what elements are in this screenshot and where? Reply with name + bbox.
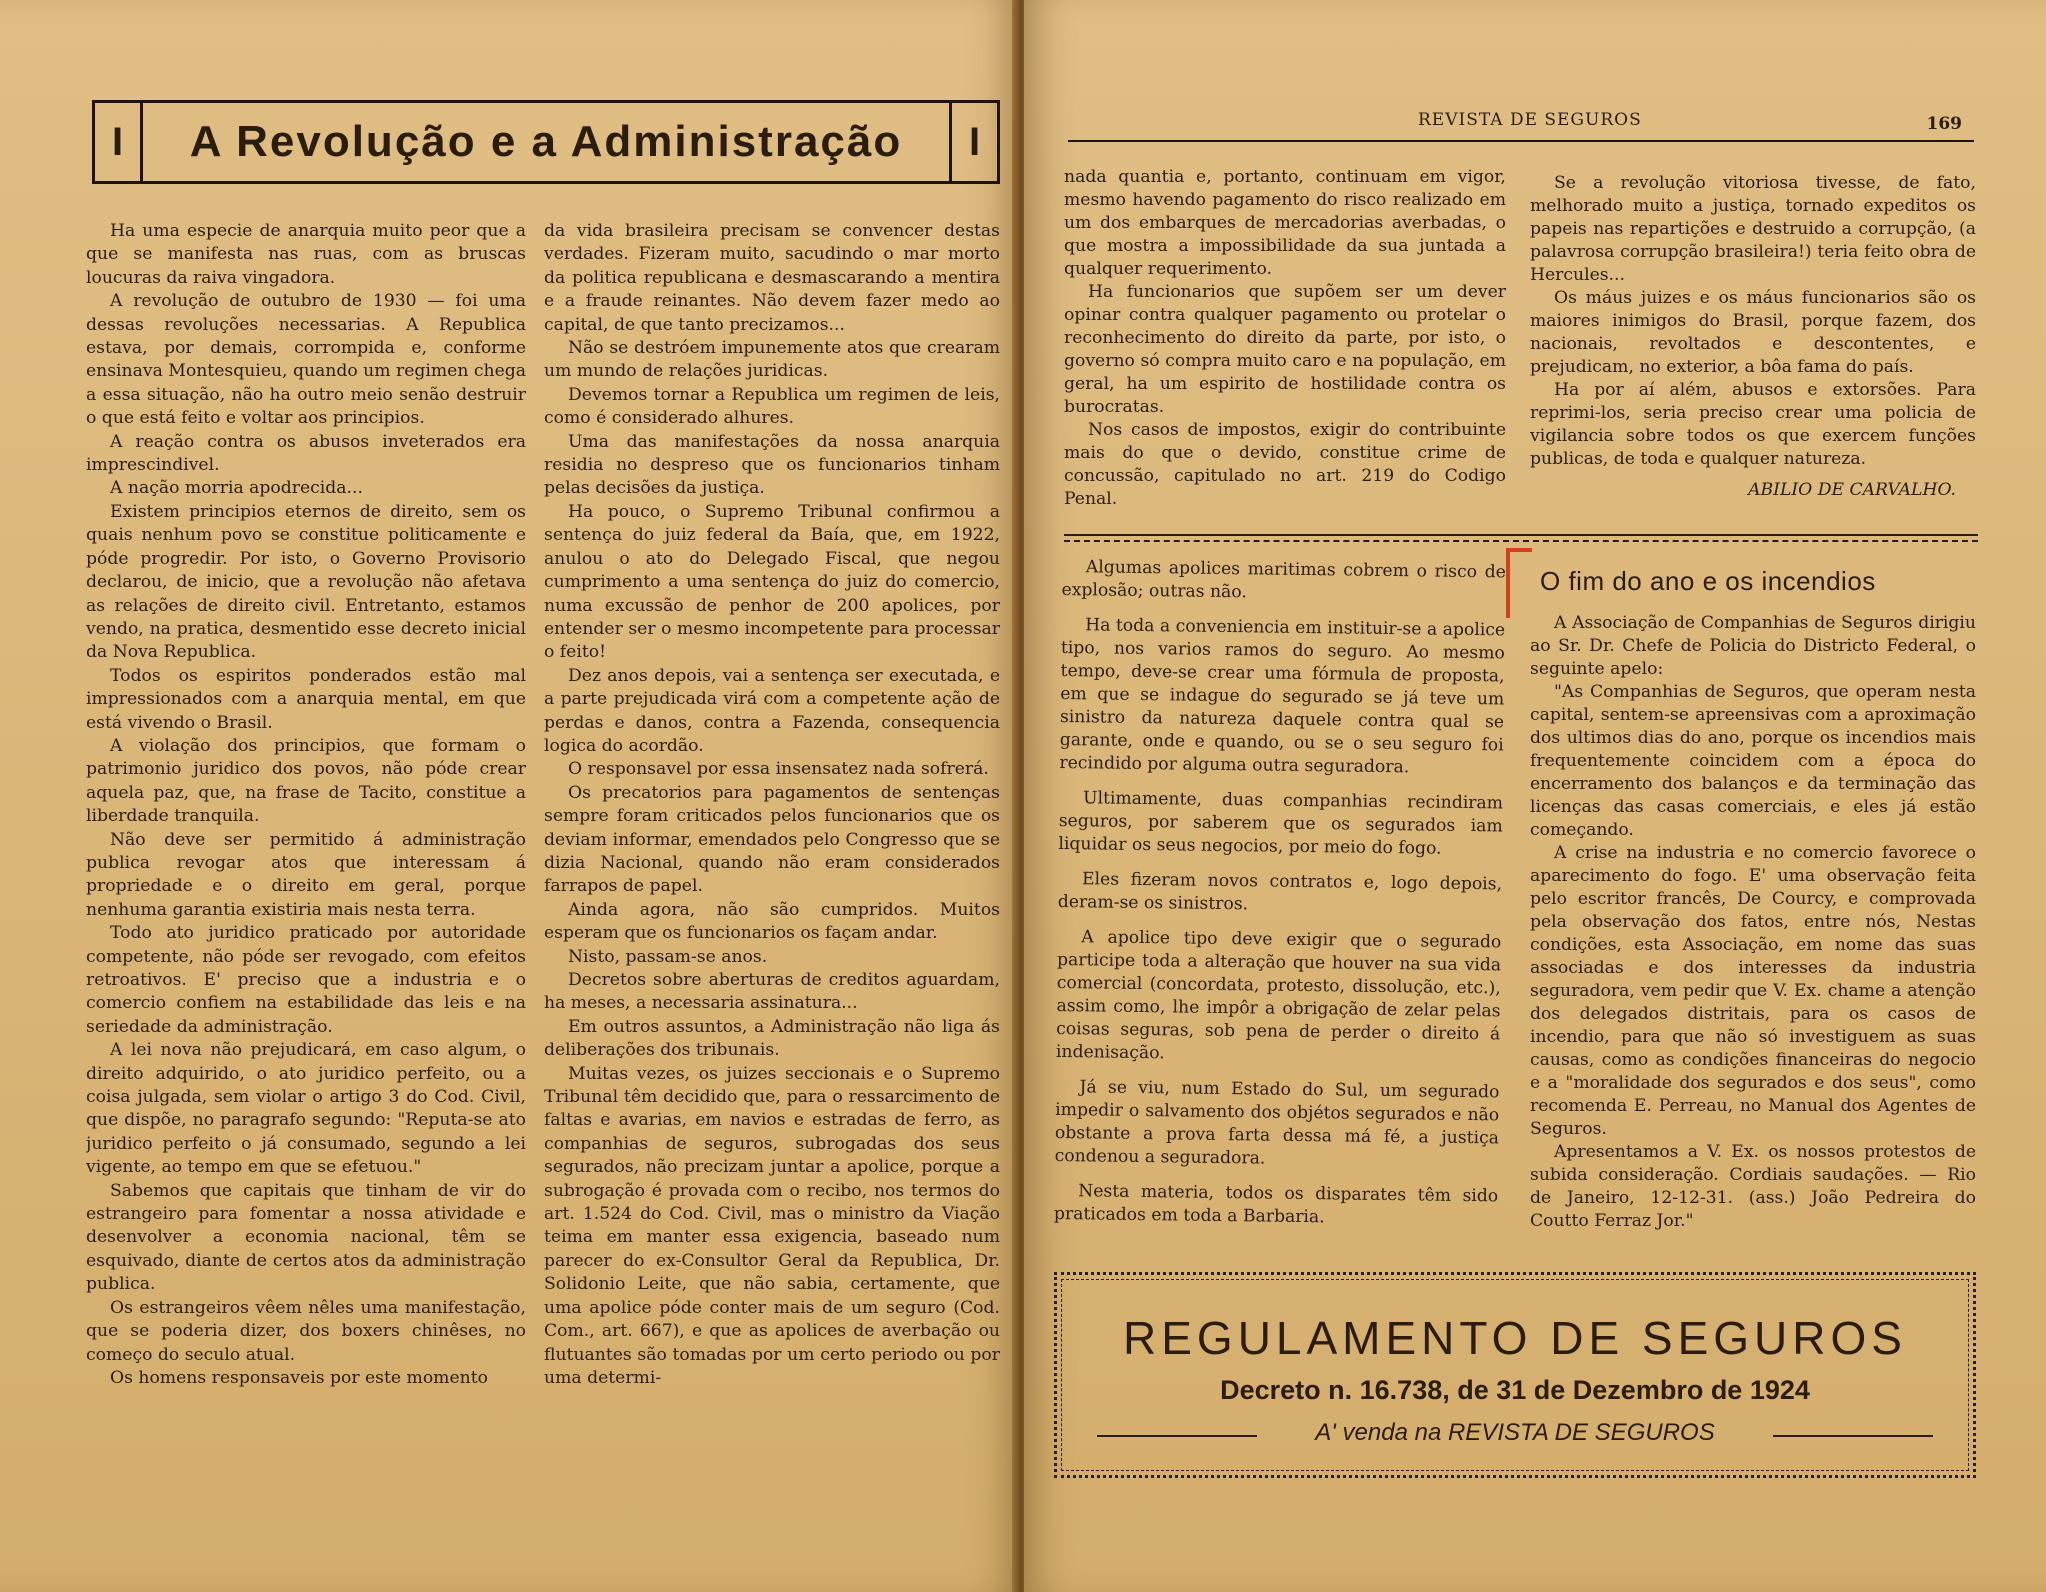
- title-ornament-left: I: [95, 103, 143, 181]
- paragraph: Os precatorios para pagamentos de sentenças sempre foram criticados pelos funcionarios que os deviam informar, emendados pelo Congresso que se dizia Nacional, quando não eram considerados farrapos de papel.: [544, 782, 1000, 897]
- paragraph: A reação contra os abusos inveterados era imprescindivel.: [86, 431, 526, 476]
- paragraph: Se a revolução vitoriosa tivesse, de fato, melhorado muito a justiça, tornado expeditos os papeis nas repartições e destruido a corrupção, (a palavrosa corrupção brasileira!) teria feito obra de Hercules...: [1530, 173, 1976, 285]
- advertisement-box: [1054, 1272, 1976, 1478]
- paragraph: Ha uma especie de anarquia muito peor que a que se manifesta nas ruas, com as bruscas loucuras da raiva vingadora.: [86, 221, 526, 288]
- right-column-1: [1064, 166, 1506, 516]
- paragraph: Dez anos depois, vai a sentença ser executada, e a parte prejudicada virá com a competente ação de perdas e danos, contra a Fazenda, consequencia logica do acordão.: [544, 665, 1000, 756]
- paragraph: A apolice tipo deve exigir que o segurado participe toda a alteração que houver na sua vida comercial (concordata, protesto, dissolução, etc.), assim como, lhe impôr a obrigação de zelar pelas coisas seguras, sob pena de perder o direito á indenisação.: [1055, 927, 1502, 1064]
- journal-title: REVISTA DE SEGUROS: [1418, 110, 1642, 130]
- paragraph: Muitas vezes, os juizes seccionais e o Supremo Tribunal têm decidido que, para o ressarcimento de faltas e avarias, em navios e estradas de ferro, as companhias de seguros, subrogadas dos seus segurados, não precizam juntar a apolice, porque a subrogação é provada com o recibo, nos termos do art. 1.524 do Cod. Civil, mas o ministro da Viação teima em manter essa exigencia, baseado num parecer do ex-Consultor Geral da Republica, Dr. Solidonio Leite, que não sabia, certamente, que uma apolice póde conter mais de um seguro (Cod. Com., art. 667), e que as apolices de averbação ou flutuantes são tomadas por um certo periodo ou por uma determi-: [544, 1063, 1000, 1388]
- paragraph: Algumas apolices maritimas cobrem o risco de explosão; outras não.: [1061, 557, 1506, 603]
- paragraph: Uma das manifestações da nossa anarquia residia no despreso que os funcionarios tinham pelas decisões da justiça.: [544, 431, 1000, 499]
- page-number: 169: [1926, 114, 1962, 134]
- right-column-4: [1530, 612, 1976, 1262]
- advertisement-subtitle: Decreto n. 16.738, de 31 de Dezembro de 1924: [1220, 1375, 1810, 1405]
- paragraph: A lei nova não prejudicará, em caso algum, o direito adquirido, o ato juridico perfeito, ou a coisa julgada, sem violar o artigo 3 do Cod. Civil, que dispõe, no paragrafo segundo: "Reputa-se ato juridico perfeito o já consumado, segundo a lei vigente, ao tempo em que se efetuou.": [86, 1040, 526, 1178]
- article-heading: O fim do ano e os incendios: [1540, 566, 1876, 596]
- paragraph: Não deve ser permitido á administração publica revogar atos que interessam á propriedade e o direito em geral, porque nenhuma garantia existiria mais nesta terra.: [86, 829, 526, 920]
- paragraph: Sabemos que capitais que tinham de vir do estrangeiro para fomentar a nossa atividade e desenvolver a economia nacional, têm se esquivado, diante de certos atos da administração publica.: [86, 1180, 526, 1295]
- right-column-3: [1053, 556, 1506, 1261]
- paragraph: nada quantia e, portanto, continuam em vigor, mesmo havendo pagamento do risco realizado em um dos embarques de mercadorias averbadas, o que mostra a impossibilidade da sua juntada a qualquer requerimento.: [1064, 167, 1506, 279]
- paragraph: Todos os espiritos ponderados estão mal impressionados com a anarquia mental, em que está vivendo o Brasil.: [86, 665, 526, 733]
- paragraph: da vida brasileira precisam se convencer destas verdades. Fizeram muito, sacudindo o mar morto da politica republicana e desmascarando a mentira e a fraude reinantes. Não devem fazer medo ao capital, de que tanto precizamos...: [544, 221, 1000, 335]
- paragraph: A violação dos principios, que formam o patrimonio juridico dos povos, não póde crear aquela paz, que, na frase de Tacito, constitue a liberdade tranquila.: [86, 735, 526, 827]
- paragraph: Ainda agora, não são cumpridos. Muitos esperam que os funcionarios os façam andar.: [544, 899, 1000, 944]
- title-ornament-right: I: [949, 103, 997, 181]
- paragraph: Os máus juizes e os máus funcionarios são os maiores inimigos do Brasil, porque fazem, dos nacionais, revoltados e descontentes, e prejudicam, no exterior, a bôa fama do país.: [1530, 288, 1976, 377]
- article-title: A Revolução e a Administração: [189, 117, 903, 166]
- section-divider: [1064, 534, 1978, 542]
- paragraph: Os homens responsaveis por este momento: [110, 1367, 488, 1388]
- paragraph: A crise na industria e no comercio favorece o aparecimento do fogo. E' uma observação feita pelo escritor francês, De Courcy, e comprovada pela observação dos fatos, entre nós, Nestas condições, esta Associação, em nome das suas associadas e dos interesses da industria seguradora, vem pedir que V. Ex. chame a atenção dos delegados distritais, para os casos de incendio, para que não só investiguem as suas causas, como as condições financeiras do negocio e a "moralidade dos segurados e dos seus", como recomenda E. Perreau, no Manual dos Agentes de Seguros.: [1530, 843, 1976, 1139]
- advertisement-title: REGULAMENTO DE SEGUROS: [1123, 1312, 1907, 1364]
- left-column-2: [544, 220, 1000, 1465]
- paragraph: Não se destróem impunemente atos que crearam um mundo de relações juridicas.: [544, 338, 1000, 382]
- rule-right: [1773, 1435, 1933, 1437]
- author-signature: ABILIO DE CARVALHO.: [1748, 480, 1956, 500]
- paragraph: Ha por aí além, abusos e extorsões. Para reprimi-los, seria preciso crear uma policia de vigilancia sobre todos os que exercem funções publicas, de toda e qualquer natureza.: [1530, 380, 1976, 469]
- paragraph: Ha pouco, o Supremo Tribunal confirmou a sentença do juiz federal da Baía, que, em 1922, anulou o ato do Delegado Fiscal, que negou cumprimento a uma sentença do juiz do comercio, numa excussão de penhor de 200 apolices, por entender ser o mesmo incompetente para processar o feito!: [544, 501, 1000, 663]
- paragraph: Existem principios eternos de direito, sem os quais nenhum povo se constitue politicamente e póde progredir. Por isto, o Governo Provisorio declarou, de inicio, que a revolução não afetava as relações de direito civil. Entretanto, estamos vendo, na pratica, desmentido esse decreto inicial da Nova Republica.: [86, 501, 526, 663]
- paragraph: Ha funcionarios que supõem ser um dever opinar contra qualquer pagamento ou protelar o reconhecimento do direito da parte, por isto, o governo só compra muito caro e na população, em geral, ha um espirito de hostilidade contra os burocratas.: [1064, 282, 1506, 417]
- paragraph: "As Companhias de Seguros, que operam nesta capital, sentem-se apreensivas com a aproximação dos ultimos dias do ano, porque os incendios mais frequentemente coincidem com a época do encerramento dos balanços e da terminação das licenças das casas comerciais, e eles já estão começando.: [1530, 682, 1976, 840]
- red-pencil-mark: [1504, 548, 1532, 618]
- paragraph: Apresentamos a V. Ex. os nossos protestos de subida consideração. Cordiais saudações. — Rio de Janeiro, 12-12-31. (ass.) João Pedreira do Coutto Ferraz Jor.": [1530, 1142, 1976, 1231]
- paragraph: Nesta materia, todos os disparates têm sido praticados em toda a Barbaria.: [1053, 1181, 1499, 1228]
- article-title-box: [92, 100, 1000, 184]
- right-column-2: [1530, 172, 1976, 532]
- paragraph: Já se viu, num Estado do Sul, um segurado impedir o salvamento dos objétos segurados e não obstante a prova farta dessa má fé, a justiça condenou a seguradora.: [1054, 1077, 1500, 1169]
- advertisement-sale-line: [1097, 1419, 1933, 1453]
- paragraph: Em outros assuntos, a Administração não liga ás deliberações dos tribunais.: [544, 1016, 1000, 1061]
- paragraph: A Associação de Companhias de Seguros dirigiu ao Sr. Dr. Chefe de Policia do Districto Federal, o seguinte apelo:: [1530, 613, 1976, 679]
- paragraph: Nos casos de impostos, exigir do contribuinte mais do que o devido, constitue crime de concussão, capitulado no art. 219 do Codigo Penal.: [1064, 420, 1506, 509]
- paragraph: Nisto, passam-se anos.: [568, 946, 768, 967]
- paragraph: Eles fizeram novos contratos e, logo depois, deram-se os sinistros.: [1057, 869, 1503, 915]
- paragraph: O responsavel por essa insensatez nada sofrerá.: [568, 759, 989, 780]
- paragraph: Ultimamente, duas companhias recindiram seguros, por saberem que os segurados iam liquidar os seus negocios, por meio do fogo.: [1058, 788, 1504, 859]
- advertisement-sale-text: A' venda na REVISTA DE SEGUROS: [1315, 1419, 1715, 1446]
- paragraph: Ha toda a conveniencia em instituir-se a apolice tipo, nos varios ramos do seguro. Ao mesmo tempo, deve-se crear uma fórmula de proposta, em que se indague do segurado se já teve um sinistro da natureza daquele contra qual se garante, onde e quando, ou se o seu seguro foi recindido por alguma outra seguradora.: [1059, 615, 1506, 778]
- paragraph: Os estrangeiros vêem nêles uma manifestação, que se poderia dizer, dos boxers chinêses, no começo do seculo atual.: [86, 1297, 526, 1365]
- paragraph: Decretos sobre aberturas de creditos aguardam, ha meses, a necessaria assinatura...: [544, 970, 1000, 1014]
- paragraph: A nação morria apodrecida...: [110, 478, 363, 499]
- left-page: [0, 0, 1018, 1592]
- paragraph: A revolução de outubro de 1930 — foi uma dessas revoluções necessarias. A Republica estava, por demais, corrompida e, conforme ensinava Montesquieu, quando um regimen chega a essa situação, não ha outro meio senão destruir o que está feito e voltar aos principios.: [86, 291, 526, 429]
- left-column-1: [86, 220, 526, 1465]
- running-header: [1068, 106, 1974, 142]
- paragraph: Devemos tornar a Republica um regimen de leis, como é considerado alhures.: [544, 384, 1000, 429]
- paragraph: Todo ato juridico praticado por autoridade competente, não póde ser revogado, com efeitos retroativos. E' preciso que a industria e o comercio confiem na estabilidade das leis e na seriedade da administração.: [86, 923, 526, 1037]
